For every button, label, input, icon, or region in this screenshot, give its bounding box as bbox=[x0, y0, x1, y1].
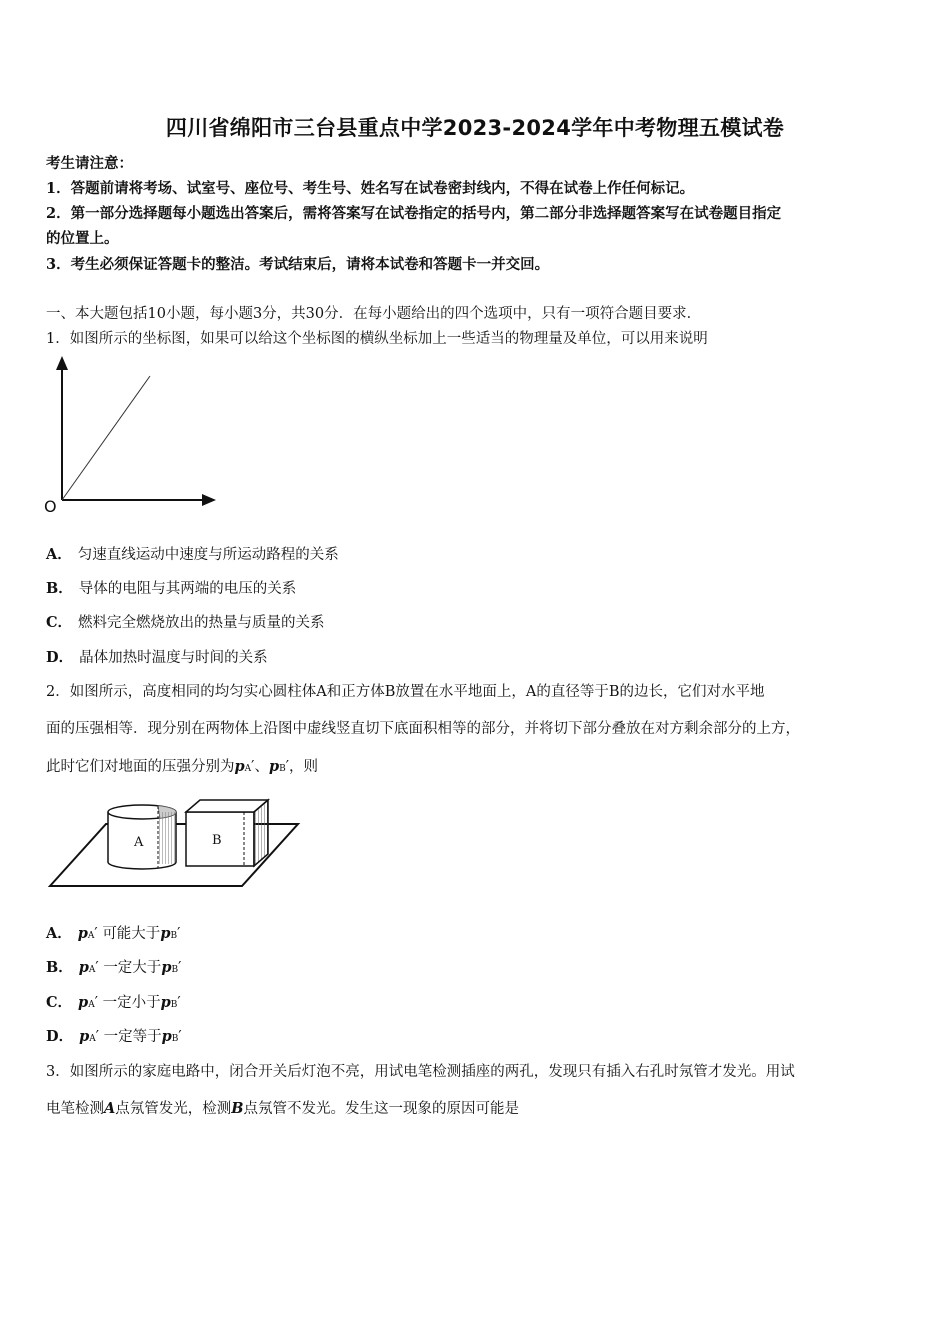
q1-option-c-text: 燃料完全燃烧放出的热量与质量的关系 bbox=[78, 615, 325, 631]
q1-option-c-label: C． bbox=[46, 614, 73, 631]
q2-p-b: p bbox=[268, 758, 280, 775]
section-heading: 一、本大题包括10小题，每小题3分，共30分．在每小题给出的四个选项中，只有一项符合题目要求． bbox=[46, 306, 702, 322]
q2-oa-p2: p bbox=[160, 925, 171, 942]
q3-stem-c: 点氖管不发光。发生这一现象的原因可能是 bbox=[243, 1101, 520, 1117]
q1-stem: 1．如图所示的坐标图，如果可以给这个坐标图的横纵坐标加上一些适当的物理量及单位，可以用来说明 bbox=[46, 331, 708, 347]
q1-option-b-label: B． bbox=[46, 580, 73, 597]
q2-p-a: p bbox=[234, 758, 245, 775]
proportional-line bbox=[62, 376, 150, 500]
q3-point-a: A bbox=[104, 1100, 116, 1117]
q2-ob-pr2: ′ bbox=[178, 960, 182, 976]
q2-ob-pr1: ′ bbox=[95, 960, 99, 976]
cube-b-label: B bbox=[212, 833, 222, 848]
q1-option-d-label: D． bbox=[46, 649, 74, 666]
q2-ob-p1: p bbox=[78, 959, 89, 976]
q2-od-pr1: ′ bbox=[95, 1029, 100, 1045]
q2-od-s2: B bbox=[171, 1034, 179, 1044]
q2-oa-pr2: ′ bbox=[177, 926, 181, 942]
q2-oa-pr1: ′ bbox=[94, 926, 98, 942]
q2-option-a-text: 可能大于 bbox=[102, 926, 161, 942]
exam-title: 四川省绵阳市三台县重点中学2023-2024学年中考物理五模试卷 bbox=[165, 116, 785, 140]
cylinder-a-label: A bbox=[134, 835, 144, 850]
q3-stem-b: 点氖管发光，检测 bbox=[115, 1101, 232, 1117]
notice-item-2-cont: 的位置上。 bbox=[46, 230, 119, 247]
q1-option-d[interactable] bbox=[46, 646, 268, 667]
q2-option-c-label: C． bbox=[46, 994, 73, 1011]
q2-stem-line-1: 2．如图所示，高度相同的均匀实心圆柱体A和正方体B放置在水平地面上，A的直径等于B的边长，它们对水平地 bbox=[46, 684, 765, 700]
q2-ob-s1: A bbox=[88, 965, 96, 975]
q2-figure bbox=[48, 792, 304, 892]
q2-oc-p2: p bbox=[160, 994, 171, 1011]
q2-ob-p2: p bbox=[161, 959, 172, 976]
q1-option-d-text: 晶体加热时温度与时间的关系 bbox=[79, 650, 268, 666]
q2-oc-p1: p bbox=[78, 994, 89, 1011]
notice-item-2: 2．第一部分选择题每小题选出答案后，需将答案写在试卷指定的括号内，第二部分非选择题答案写在试卷题目指定 bbox=[46, 205, 782, 222]
q1-option-a-text: 匀速直线运动中速度与所运动路程的关系 bbox=[77, 547, 339, 563]
q1-option-b-text: 导体的电阻与其两端的电压的关系 bbox=[78, 581, 297, 597]
q2-od-s1: A bbox=[89, 1034, 96, 1044]
q1-option-a[interactable] bbox=[46, 543, 339, 564]
q3-stem-line-1: 3．如图所示的家庭电路中，闭合开关后灯泡不亮，用试电笔检测插座的两孔，发现只有插入右孔时氖管才发光。用试 bbox=[46, 1064, 795, 1080]
q1-option-a-label: A． bbox=[46, 546, 72, 563]
q2-option-b-label: B． bbox=[46, 959, 73, 976]
q2-option-b[interactable] bbox=[46, 956, 181, 977]
notice-item-1: 1．答题前请将考场、试室号、座位号、考生号、姓名写在试卷密封线内，不得在试卷上作任何标记。 bbox=[46, 180, 695, 197]
q2-option-a[interactable] bbox=[46, 922, 180, 943]
q2-option-d-label: D． bbox=[46, 1028, 74, 1045]
q2-od-pr2: ′ bbox=[178, 1029, 182, 1045]
q1-option-b[interactable] bbox=[46, 577, 296, 598]
cylinder-a-cut-side bbox=[158, 812, 176, 864]
q2-option-d-text: 一定等于 bbox=[103, 1029, 162, 1045]
q2-sub-a: A bbox=[244, 764, 252, 774]
q2-oa-s1: A bbox=[87, 931, 95, 941]
q2-oa-p1: p bbox=[77, 925, 88, 942]
notice-heading: 考生请注意： bbox=[46, 155, 133, 172]
q2-option-c[interactable] bbox=[46, 991, 181, 1012]
q2-option-c-text: 一定小于 bbox=[102, 995, 161, 1011]
q2-stem-pre: 此时它们对地面的压强分别为 bbox=[46, 759, 235, 775]
q3-stem-line-2 bbox=[46, 1097, 519, 1118]
cube-b-side bbox=[254, 800, 268, 866]
q2-option-d[interactable] bbox=[46, 1025, 182, 1046]
x-axis-arrow bbox=[202, 494, 216, 506]
q2-od-p1: p bbox=[79, 1028, 90, 1045]
q2-prime-a: ′ bbox=[251, 759, 255, 775]
origin-label: O bbox=[44, 497, 57, 516]
q2-option-b-text: 一定大于 bbox=[103, 960, 162, 976]
q3-point-b: B bbox=[231, 1100, 244, 1117]
q1-graph bbox=[38, 352, 228, 522]
q2-oc-s2: B bbox=[170, 1000, 178, 1010]
q2-sub-b: B bbox=[279, 764, 286, 774]
q2-oc-pr1: ′ bbox=[94, 995, 98, 1011]
q2-oc-s1: A bbox=[88, 1000, 95, 1010]
q2-stem-line-3 bbox=[46, 755, 318, 776]
q2-stem-post: ，则 bbox=[289, 759, 318, 775]
q2-prime-b: ′ bbox=[285, 759, 289, 775]
q2-oa-s2: B bbox=[170, 931, 178, 941]
q2-od-p2: p bbox=[161, 1028, 172, 1045]
q3-stem-a: 电笔检测 bbox=[46, 1101, 104, 1117]
q2-option-a-label: A． bbox=[46, 925, 72, 942]
q2-stem-line-2: 面的压强相等．现分别在两物体上沿图中虚线竖直切下底面积相等的部分，并将切下部分叠放在对方剩余部分的上方， bbox=[46, 721, 800, 737]
q2-oc-pr2: ′ bbox=[177, 995, 181, 1011]
q2-sep: 、 bbox=[254, 759, 269, 775]
y-axis-arrow bbox=[56, 356, 68, 370]
notice-item-3: 3．考生必须保证答题卡的整洁。考试结束后，请将本试卷和答题卡一并交回。 bbox=[46, 256, 550, 273]
q2-ob-s2: B bbox=[171, 965, 179, 975]
q1-option-c[interactable] bbox=[46, 611, 325, 632]
